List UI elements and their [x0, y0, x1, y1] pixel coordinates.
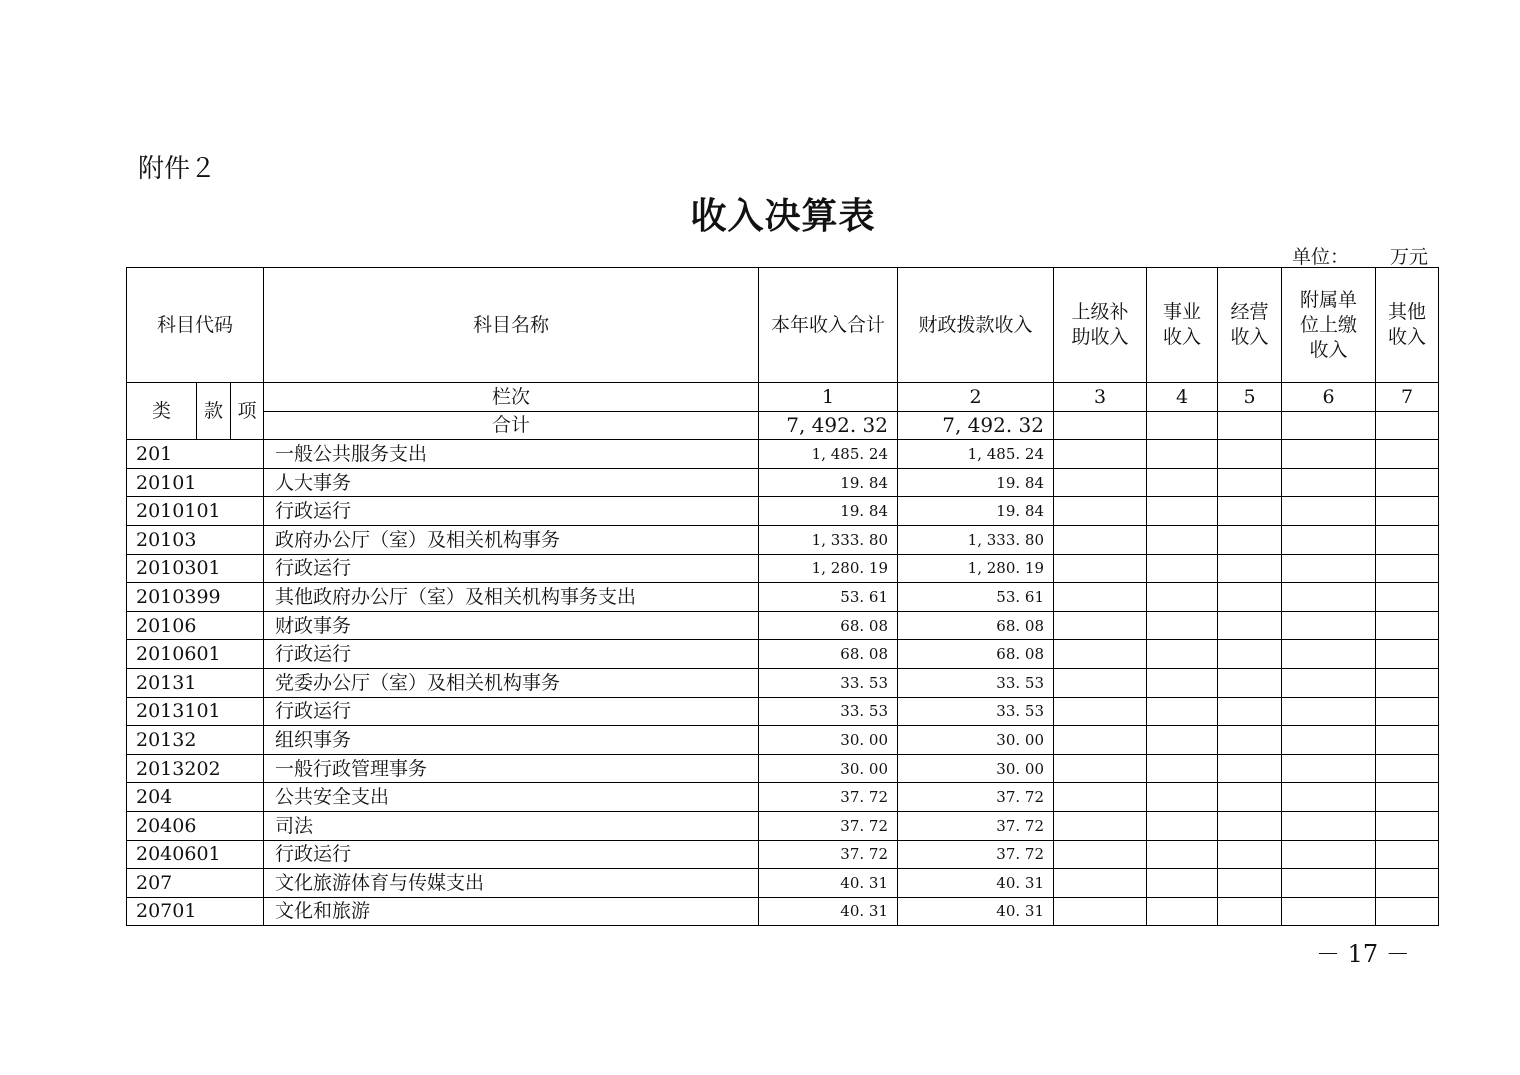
table-row — [127, 726, 1439, 755]
summary-total: 7, 492. 32 — [759, 411, 898, 440]
row-fiscal: 33. 53 — [898, 697, 1054, 726]
row-total: 30. 00 — [759, 754, 898, 783]
row-name: 政府办公厅（室）及相关机构事务 — [264, 525, 759, 554]
row-code: 2010399 — [127, 583, 264, 612]
document-title: 收入决算表 — [690, 195, 876, 237]
row-name: 司法 — [264, 811, 759, 840]
row-total: 19. 84 — [759, 497, 898, 526]
row-fiscal: 1, 333. 80 — [898, 525, 1054, 554]
table-row — [127, 583, 1439, 612]
column-number: 1 — [759, 383, 898, 412]
row-fiscal: 37. 72 — [898, 783, 1054, 812]
row-code: 20132 — [127, 726, 264, 755]
row-name: 行政运行 — [264, 697, 759, 726]
header-lei: 类 — [127, 383, 197, 440]
row-fiscal: 40. 31 — [898, 869, 1054, 898]
table-row — [127, 697, 1439, 726]
row-total: 40. 31 — [759, 897, 898, 926]
row-total: 19. 84 — [759, 468, 898, 497]
header-superior: 上级补助收入 — [1054, 268, 1147, 383]
row-name: 行政运行 — [264, 640, 759, 669]
summary-label: 合计 — [264, 411, 759, 440]
row-name: 文化旅游体育与传媒支出 — [264, 869, 759, 898]
row-fiscal: 1, 485. 24 — [898, 440, 1054, 469]
row-name: 组织事务 — [264, 726, 759, 755]
header-code: 科目代码 — [127, 268, 264, 383]
header-kuan: 款 — [197, 383, 231, 440]
header-total: 本年收入合计 — [759, 268, 898, 383]
row-total: 33. 53 — [759, 668, 898, 697]
table-row — [127, 554, 1439, 583]
row-name: 人大事务 — [264, 468, 759, 497]
page-number: － 17 － — [1316, 940, 1410, 968]
table-row — [127, 497, 1439, 526]
row-fiscal: 19. 84 — [898, 497, 1054, 526]
header-xiang: 项 — [231, 383, 264, 440]
column-index-label: 栏次 — [264, 383, 759, 412]
row-fiscal: 68. 08 — [898, 640, 1054, 669]
table-row — [127, 783, 1439, 812]
row-code: 207 — [127, 869, 264, 898]
table-row — [127, 754, 1439, 783]
row-code: 20103 — [127, 525, 264, 554]
row-name: 党委办公厅（室）及相关机构事务 — [264, 668, 759, 697]
row-fiscal: 1, 280. 19 — [898, 554, 1054, 583]
row-name: 一般行政管理事务 — [264, 754, 759, 783]
row-name: 文化和旅游 — [264, 897, 759, 926]
column-number: 6 — [1282, 383, 1376, 412]
row-total: 37. 72 — [759, 783, 898, 812]
row-name: 其他政府办公厅（室）及相关机构事务支出 — [264, 583, 759, 612]
unit-value: 万元 — [1390, 246, 1429, 268]
row-total: 40. 31 — [759, 869, 898, 898]
row-code: 2013101 — [127, 697, 264, 726]
row-fiscal: 30. 00 — [898, 754, 1054, 783]
row-name: 财政事务 — [264, 611, 759, 640]
row-fiscal: 37. 72 — [898, 811, 1054, 840]
row-code: 20131 — [127, 668, 264, 697]
table-row — [127, 440, 1439, 469]
row-code: 2013202 — [127, 754, 264, 783]
row-name: 行政运行 — [264, 840, 759, 869]
header-affiliated: 附属单位上缴收入 — [1282, 268, 1376, 383]
row-fiscal: 68. 08 — [898, 611, 1054, 640]
row-code: 20106 — [127, 611, 264, 640]
row-name: 行政运行 — [264, 554, 759, 583]
income-final-accounts-table — [126, 267, 1439, 926]
row-total: 68. 08 — [759, 640, 898, 669]
unit-label: 单位： — [1292, 246, 1350, 268]
table-row — [127, 897, 1439, 926]
header-name: 科目名称 — [264, 268, 759, 383]
header-operating: 经营收入 — [1218, 268, 1282, 383]
row-code: 20406 — [127, 811, 264, 840]
table-row — [127, 668, 1439, 697]
column-number: 2 — [898, 383, 1054, 412]
row-total: 1, 280. 19 — [759, 554, 898, 583]
row-total: 68. 08 — [759, 611, 898, 640]
row-total: 37. 72 — [759, 840, 898, 869]
row-fiscal: 40. 31 — [898, 897, 1054, 926]
summary-row — [127, 411, 1439, 440]
column-number: 5 — [1218, 383, 1282, 412]
header-row — [127, 268, 1439, 383]
row-fiscal: 53. 61 — [898, 583, 1054, 612]
row-name: 公共安全支出 — [264, 783, 759, 812]
row-total: 30. 00 — [759, 726, 898, 755]
table-row — [127, 811, 1439, 840]
row-code: 20101 — [127, 468, 264, 497]
row-fiscal: 33. 53 — [898, 668, 1054, 697]
column-number: 4 — [1147, 383, 1218, 412]
table-row — [127, 525, 1439, 554]
column-number: 7 — [1376, 383, 1439, 412]
row-name: 一般公共服务支出 — [264, 440, 759, 469]
table-row — [127, 468, 1439, 497]
row-total: 33. 53 — [759, 697, 898, 726]
row-total: 1, 485. 24 — [759, 440, 898, 469]
summary-fiscal: 7, 492. 32 — [898, 411, 1054, 440]
row-code: 204 — [127, 783, 264, 812]
column-index-row — [127, 383, 1439, 412]
row-code: 2010601 — [127, 640, 264, 669]
row-name: 行政运行 — [264, 497, 759, 526]
row-code: 20701 — [127, 897, 264, 926]
header-other: 其他收入 — [1376, 268, 1439, 383]
row-fiscal: 37. 72 — [898, 840, 1054, 869]
table-row — [127, 611, 1439, 640]
header-business: 事业收入 — [1147, 268, 1218, 383]
row-total: 37. 72 — [759, 811, 898, 840]
row-total: 53. 61 — [759, 583, 898, 612]
row-total: 1, 333. 80 — [759, 525, 898, 554]
row-code: 2040601 — [127, 840, 264, 869]
row-fiscal: 30. 00 — [898, 726, 1054, 755]
table-row — [127, 840, 1439, 869]
table-row — [127, 869, 1439, 898]
row-code: 2010301 — [127, 554, 264, 583]
row-code: 201 — [127, 440, 264, 469]
table-row — [127, 640, 1439, 669]
header-fiscal: 财政拨款收入 — [898, 268, 1054, 383]
column-number: 3 — [1054, 383, 1147, 412]
attachment-label: 附件２ — [138, 154, 217, 184]
row-fiscal: 19. 84 — [898, 468, 1054, 497]
row-code: 2010101 — [127, 497, 264, 526]
